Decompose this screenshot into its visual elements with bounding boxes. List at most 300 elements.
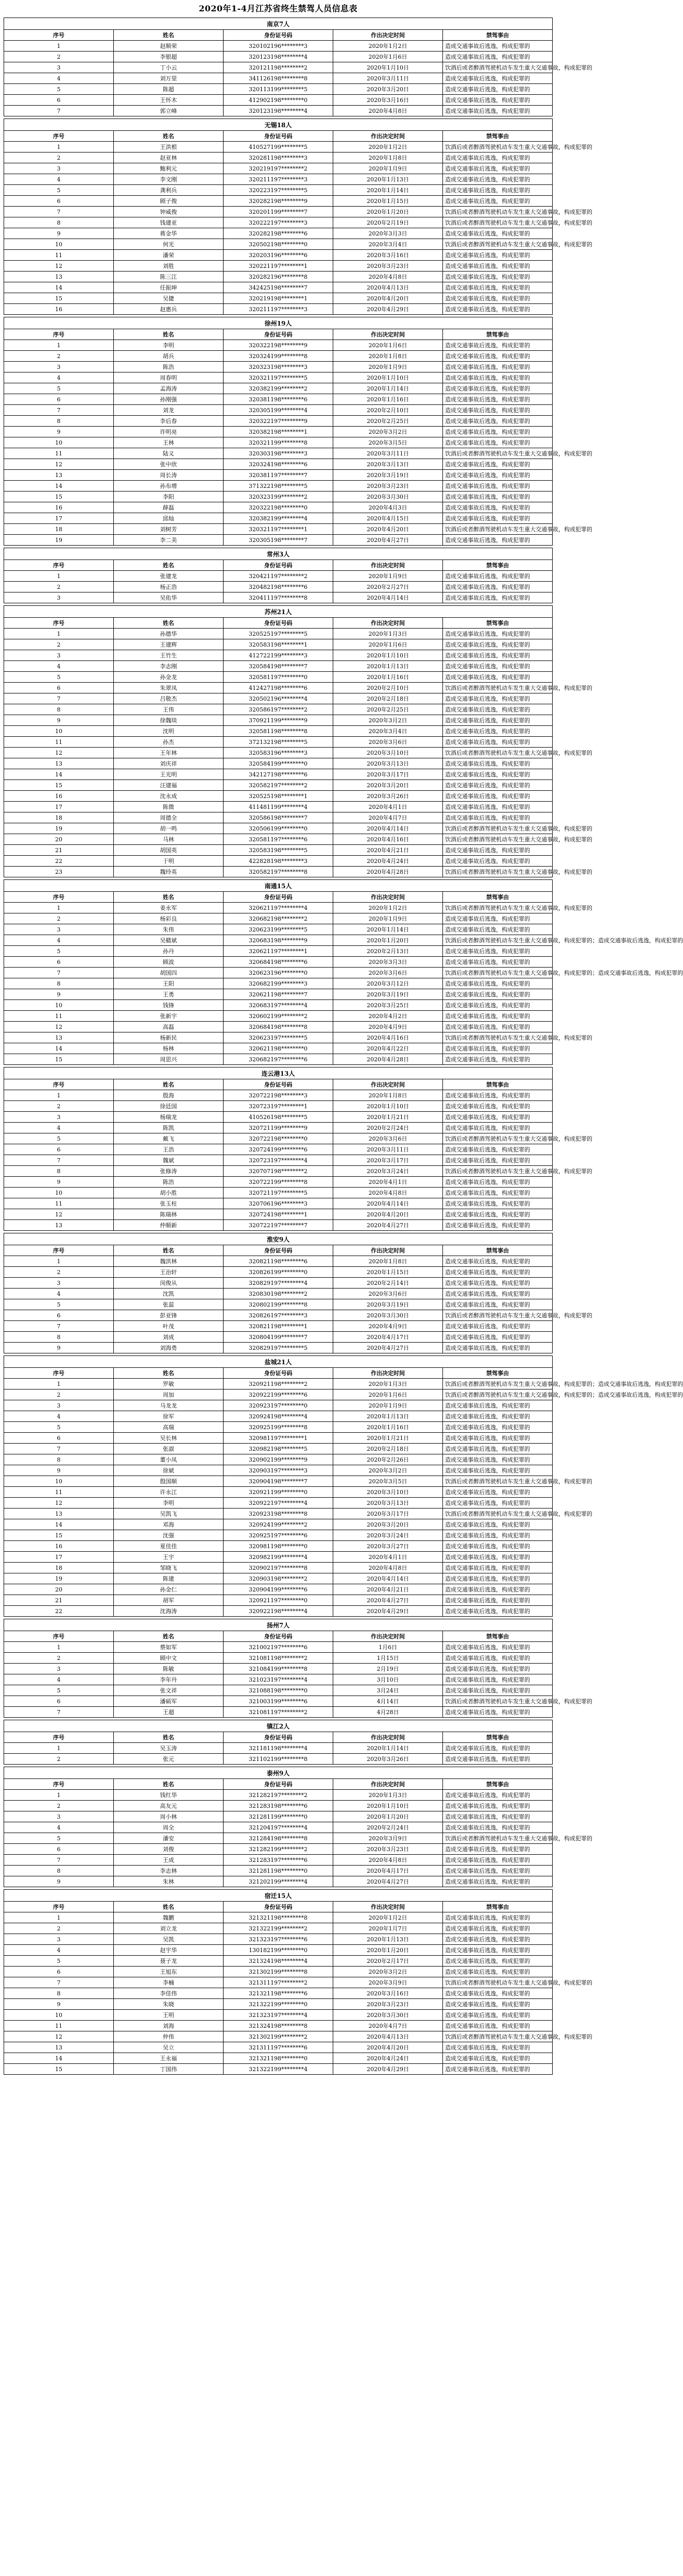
person-name: 于明: [114, 856, 224, 867]
ban-reason: 造成交通事故后逃逸，构成犯罪的: [443, 1912, 553, 1923]
person-name: 孙金仁: [114, 1584, 224, 1595]
table-row: [4, 1696, 553, 1707]
decision-date: 2020年1月6日: [333, 52, 443, 62]
table-row: [4, 968, 553, 978]
column-header: 姓名: [114, 1779, 224, 1790]
roster-tables: [0, 18, 683, 2075]
row-index: 12: [4, 1022, 114, 1032]
row-index: 12: [4, 459, 114, 470]
ban-reason: 造成交通事故后逃逸，构成犯罪的: [443, 639, 553, 650]
ban-reason: 造成交通事故后逃逸，构成犯罪的: [443, 1923, 553, 1934]
row-index: 16: [4, 1541, 114, 1552]
city-table: [4, 1355, 683, 1617]
decision-date: 2020年4月24日: [333, 856, 443, 867]
decision-date: 2020年4月8日: [333, 1855, 443, 1866]
row-index: 14: [4, 1519, 114, 1530]
ban-reason: 造成交通事故后逃逸，构成犯罪的: [443, 1956, 553, 1967]
row-index: 4: [4, 661, 114, 672]
id-number: 320683197********4: [224, 1000, 333, 1011]
decision-date: 2020年4月3日: [333, 502, 443, 513]
ban-reason: 饮酒后或者醉酒驾驶机动车发生重大交通事故，构成犯罪的: [443, 1032, 553, 1043]
table-row: [4, 1563, 553, 1573]
decision-date: 2020年1月10日: [333, 62, 443, 73]
table-row: [4, 2042, 553, 2053]
id-number: 321023197********4: [224, 1674, 333, 1685]
person-name: 姜永军: [114, 903, 224, 913]
row-index: 7: [4, 207, 114, 217]
row-index: 3: [4, 1664, 114, 1674]
table-row: [4, 1498, 553, 1509]
column-header: 身份证号码: [224, 1902, 333, 1912]
id-number: 320724199********6: [224, 1144, 333, 1155]
ban-reason: 造成交通事故后逃逸，构成犯罪的: [443, 1573, 553, 1584]
column-header-row: [4, 1245, 553, 1256]
id-number: 320902199********9: [224, 1454, 333, 1465]
person-name: 吴长林: [114, 1433, 224, 1444]
table-row: [4, 1945, 553, 1956]
row-index: 20: [4, 1584, 114, 1595]
person-name: 杨瑞龙: [114, 1112, 224, 1123]
table-row: [4, 261, 553, 272]
person-name: 徐廷国: [114, 1101, 224, 1112]
table-row: [4, 405, 553, 416]
decision-date: 2020年2月10日: [333, 405, 443, 416]
table-row: [4, 1090, 553, 1101]
person-name: 徐军: [114, 1411, 224, 1422]
person-name: 李楠: [114, 1977, 224, 1988]
id-number: 341126198********8: [224, 73, 333, 84]
city-heading: 泰州9人: [4, 1767, 553, 1779]
table-row: [4, 185, 553, 196]
decision-date: 2020年1月2日: [333, 142, 443, 152]
row-index: 1: [4, 340, 114, 351]
table-row: [4, 1177, 553, 1188]
city-table: [4, 1720, 553, 1765]
id-number: 321204197********4: [224, 1822, 333, 1833]
table-row: [4, 2064, 553, 2075]
person-name: 戴飞: [114, 1133, 224, 1144]
id-number: 412722199********3: [224, 650, 333, 661]
ban-reason: 造成交通事故后逃逸，构成犯罪的: [443, 1177, 553, 1188]
decision-date: 2020年4月9日: [333, 1321, 443, 1332]
id-number: 320707198********2: [224, 1166, 333, 1177]
table-row: [4, 1188, 553, 1198]
table-row: [4, 196, 553, 207]
decision-date: 2020年2月24日: [333, 1822, 443, 1833]
ban-reason: 造成交通事故后逃逸，构成犯罪的: [443, 1343, 553, 1353]
ban-reason: 造成交通事故后逃逸，构成犯罪的: [443, 957, 553, 968]
row-index: 10: [4, 239, 114, 250]
column-header: 姓名: [114, 329, 224, 340]
ban-reason: 造成交通事故后逃逸，构成犯罪的: [443, 1743, 553, 1754]
ban-reason: 造成交通事故后逃逸，构成犯罪的: [443, 84, 553, 95]
decision-date: 2020年3月10日: [333, 1487, 443, 1498]
id-number: 321081197********2: [224, 1707, 333, 1718]
decision-date: 2020年2月17日: [333, 1956, 443, 1967]
id-number: 320623197********5: [224, 1032, 333, 1043]
ban-reason: 造成交通事故后逃逸，构成犯罪的: [443, 1054, 553, 1065]
table-row: [4, 524, 553, 535]
table-row: [4, 1487, 553, 1498]
id-number: 320482198********6: [224, 582, 333, 592]
table-row: [4, 802, 553, 812]
decision-date: 2020年1月7日: [333, 1923, 443, 1934]
person-name: 钱锋: [114, 1000, 224, 1011]
city-heading: 常州3人: [4, 548, 553, 560]
table-row: [4, 1552, 553, 1563]
table-row: [4, 812, 553, 823]
table-row: [4, 1595, 553, 1606]
decision-date: 2020年4月8日: [333, 1188, 443, 1198]
id-number: 342127198********6: [224, 769, 333, 780]
person-name: 张新宇: [114, 1011, 224, 1022]
decision-date: 2020年3月25日: [333, 1000, 443, 1011]
person-name: 周思兴: [114, 1054, 224, 1065]
table-row: [4, 946, 553, 957]
person-name: 李二美: [114, 535, 224, 546]
city-table: [4, 118, 592, 315]
decision-date: 2020年4月27日: [333, 1595, 443, 1606]
person-name: 张玉柱: [114, 1198, 224, 1209]
decision-date: 2020年1月3日: [333, 629, 443, 639]
column-header: 身份证号码: [224, 560, 333, 571]
person-name: 陈敏: [114, 1664, 224, 1674]
person-name: 王超: [114, 1707, 224, 1718]
row-index: 10: [4, 2010, 114, 2021]
table-row: [4, 1967, 553, 1977]
ban-reason: 造成交通事故后逃逸，构成犯罪的: [443, 152, 553, 163]
decision-date: 2020年1月16日: [333, 1422, 443, 1433]
decision-date: 2020年1月8日: [333, 152, 443, 163]
id-number: 320381197********7: [224, 470, 333, 481]
person-name: 夏佳佳: [114, 1541, 224, 1552]
city-heading: 无锡18人: [4, 119, 553, 131]
table-row: [4, 1155, 553, 1166]
row-index: 13: [4, 272, 114, 282]
row-index: 5: [4, 672, 114, 683]
person-name: 许明亮: [114, 427, 224, 437]
id-number: 320222197********3: [224, 217, 333, 228]
row-index: 9: [4, 1876, 114, 1887]
city-heading-row: [4, 1619, 553, 1631]
row-index: 1: [4, 1379, 114, 1389]
id-number: 320684198********8: [224, 1022, 333, 1032]
decision-date: 2020年1月13日: [333, 1934, 443, 1945]
row-index: 11: [4, 1011, 114, 1022]
row-index: 2: [4, 639, 114, 650]
table-row: [4, 1278, 553, 1289]
person-name: 杨新民: [114, 1032, 224, 1043]
row-index: 2: [4, 913, 114, 924]
id-number: 320411197********8: [224, 592, 333, 603]
decision-date: 2020年4月9日: [333, 1022, 443, 1032]
ban-reason: 造成交通事故后逃逸，构成犯罪的: [443, 1188, 553, 1198]
decision-date: 2020年4月29日: [333, 2064, 443, 2075]
person-name: 任振坤: [114, 282, 224, 293]
person-name: 陈微: [114, 802, 224, 812]
row-index: 10: [4, 1476, 114, 1487]
person-name: 孟海涛: [114, 383, 224, 394]
id-number: 321282197********2: [224, 1790, 333, 1801]
column-header-row: [4, 1779, 553, 1790]
id-number: 412427198********6: [224, 683, 333, 693]
ban-reason: 造成交通事故后逃逸，构成犯罪的: [443, 1876, 553, 1887]
table-row: [4, 913, 553, 924]
ban-reason: 造成交通事故后逃逸，构成犯罪的: [443, 1267, 553, 1278]
decision-date: 2020年4月16日: [333, 1032, 443, 1043]
person-name: 丁小云: [114, 62, 224, 73]
decision-date: 2020年4月17日: [333, 1866, 443, 1876]
decision-date: 2020年3月17日: [333, 1155, 443, 1166]
city-heading: 淮安9人: [4, 1233, 553, 1245]
row-index: 10: [4, 437, 114, 448]
ban-reason: 造成交通事故后逃逸，构成犯罪的: [443, 535, 553, 546]
row-index: 5: [4, 185, 114, 196]
table-row: [4, 1923, 553, 1934]
table-row: [4, 1422, 553, 1433]
row-index: 2: [4, 1923, 114, 1934]
person-name: 邹晓飞: [114, 1563, 224, 1573]
ban-reason: 造成交通事故后逃逸，构成犯罪的: [443, 726, 553, 737]
person-name: 高瑞: [114, 1422, 224, 1433]
decision-date: 2020年4月17日: [333, 1332, 443, 1343]
decision-date: 1月6日: [333, 1642, 443, 1653]
person-name: 胡国四: [114, 968, 224, 978]
decision-date: 2020年1月9日: [333, 1400, 443, 1411]
column-header: 序号: [4, 1368, 114, 1379]
id-number: 320922198********4: [224, 1606, 333, 1617]
row-index: 3: [4, 1112, 114, 1123]
row-index: 15: [4, 293, 114, 304]
id-number: 320581197********0: [224, 672, 333, 683]
person-name: 王成: [114, 1855, 224, 1866]
id-number: 371322198********5: [224, 481, 333, 492]
ban-reason: 造成交通事故后逃逸，构成犯罪的: [443, 1000, 553, 1011]
row-index: 21: [4, 1595, 114, 1606]
id-number: 321084199********8: [224, 1664, 333, 1674]
id-number: 320582197********2: [224, 780, 333, 791]
person-name: 刘成: [114, 1332, 224, 1343]
person-name: 刘俊: [114, 1844, 224, 1855]
person-name: 沈永成: [114, 791, 224, 802]
person-name: 魏洪林: [114, 1256, 224, 1267]
id-number: 422828198********3: [224, 856, 333, 867]
city-heading-row: [4, 548, 553, 560]
ban-reason: 造成交通事故后逃逸，构成犯罪的: [443, 293, 553, 304]
table-row: [4, 1032, 553, 1043]
row-index: 11: [4, 448, 114, 459]
person-name: 李文刚: [114, 174, 224, 185]
decision-date: 2020年3月6日: [333, 737, 443, 748]
row-index: 1: [4, 1642, 114, 1653]
column-header: 序号: [4, 892, 114, 903]
table-row: [4, 513, 553, 524]
row-index: 18: [4, 1563, 114, 1573]
person-name: 李志林: [114, 1866, 224, 1876]
table-row: [4, 924, 553, 935]
ban-reason: 造成交通事故后逃逸，构成犯罪的: [443, 416, 553, 427]
table-row: [4, 650, 553, 661]
city-table: [4, 879, 683, 1065]
row-index: 2: [4, 582, 114, 592]
row-index: 8: [4, 978, 114, 989]
decision-date: 2020年4月8日: [333, 1563, 443, 1573]
ban-reason: 造成交通事故后逃逸，构成犯罪的: [443, 1332, 553, 1343]
person-name: 聂子龙: [114, 1956, 224, 1967]
city-heading: 扬州7人: [4, 1619, 553, 1631]
column-header: 禁驾事由: [443, 560, 553, 571]
person-name: 刘树芳: [114, 524, 224, 535]
city-heading-row: [4, 880, 553, 892]
ban-reason: 造成交通事故后逃逸，构成犯罪的: [443, 1664, 553, 1674]
row-index: 14: [4, 769, 114, 780]
id-number: 320586197********2: [224, 704, 333, 715]
table-row: [4, 282, 553, 293]
row-index: 2: [4, 52, 114, 62]
id-number: 320903198********2: [224, 1573, 333, 1584]
table-row: [4, 272, 553, 282]
table-row: [4, 1844, 553, 1855]
id-number: 320323199********2: [224, 492, 333, 502]
ban-reason: 造成交通事故后逃逸，构成犯罪的: [443, 1595, 553, 1606]
city-heading-row: [4, 1067, 553, 1079]
row-index: 6: [4, 683, 114, 693]
ban-reason: 造成交通事故后逃逸，构成犯罪的: [443, 1220, 553, 1231]
decision-date: 2020年1月16日: [333, 394, 443, 405]
decision-date: 2020年4月27日: [333, 1876, 443, 1887]
person-name: 魏斌: [114, 1155, 224, 1166]
ban-reason: 造成交通事故后逃逸，构成犯罪的: [443, 1844, 553, 1855]
ban-reason: 造成交通事故后逃逸，构成犯罪的: [443, 1811, 553, 1822]
row-index: 11: [4, 1198, 114, 1209]
person-name: 邱灿: [114, 513, 224, 524]
person-name: 吴捷: [114, 293, 224, 304]
row-index: 13: [4, 758, 114, 769]
decision-date: 2020年1月8日: [333, 351, 443, 362]
row-index: 12: [4, 748, 114, 758]
person-name: 杨林: [114, 1043, 224, 1054]
decision-date: 2020年1月3日: [333, 1790, 443, 1801]
ban-reason: 造成交通事故后逃逸，构成犯罪的: [443, 1299, 553, 1310]
ban-reason: 造成交通事故后逃逸，构成犯罪的: [443, 913, 553, 924]
decision-date: 2020年3月23日: [333, 481, 443, 492]
ban-reason: 饮酒后或者醉酒驾驶机动车发生重大交通事故，构成犯罪的: [443, 1977, 553, 1988]
table-row: [4, 693, 553, 704]
row-index: 16: [4, 304, 114, 315]
id-number: 321321198********6: [224, 1988, 333, 1999]
row-index: 1: [4, 571, 114, 582]
city-table: [4, 1619, 592, 1718]
row-index: 3: [4, 62, 114, 73]
row-index: 2: [4, 1754, 114, 1765]
row-index: 1: [4, 903, 114, 913]
person-name: 蔡如军: [114, 1642, 224, 1653]
ban-reason: 造成交通事故后逃逸，构成犯罪的: [443, 1112, 553, 1123]
table-row: [4, 1299, 553, 1310]
ban-reason: 造成交通事故后逃逸，构成犯罪的: [443, 715, 553, 726]
person-name: 吴立: [114, 2042, 224, 2053]
column-header: 禁驾事由: [443, 131, 553, 142]
decision-date: 2020年4月29日: [333, 304, 443, 315]
ban-reason: 造成交通事故后逃逸，构成犯罪的: [443, 1707, 553, 1718]
row-index: 4: [4, 1822, 114, 1833]
decision-date: 2020年3月17日: [333, 1509, 443, 1519]
id-number: 320211197********3: [224, 174, 333, 185]
id-number: 320902197********8: [224, 1563, 333, 1573]
id-number: 320829197********4: [224, 1278, 333, 1289]
id-number: 370921199********9: [224, 715, 333, 726]
ban-reason: 造成交通事故后逃逸，构成犯罪的: [443, 405, 553, 416]
ban-reason: 造成交通事故后逃逸，构成犯罪的: [443, 582, 553, 592]
decision-date: 2020年3月9日: [333, 1977, 443, 1988]
person-name: 李明: [114, 340, 224, 351]
table-row: [4, 1144, 553, 1155]
id-number: 320721197********5: [224, 1188, 333, 1198]
row-index: 3: [4, 924, 114, 935]
table-row: [4, 1054, 553, 1065]
person-name: 胡国英: [114, 845, 224, 856]
column-header-row: [4, 1732, 553, 1743]
decision-date: 4月14日: [333, 1696, 443, 1707]
ban-reason: 造成交通事故后逃逸，构成犯罪的: [443, 989, 553, 1000]
ban-reason: 造成交通事故后逃逸，构成犯罪的: [443, 394, 553, 405]
person-name: 徐魏琰: [114, 715, 224, 726]
id-number: 320723197********1: [224, 1101, 333, 1112]
row-index: 8: [4, 1988, 114, 1999]
table-row: [4, 758, 553, 769]
decision-date: 2020年1月21日: [333, 1433, 443, 1444]
decision-date: 2020年3月9日: [333, 1833, 443, 1844]
ban-reason: 造成交通事故后逃逸，构成犯罪的: [443, 1822, 553, 1833]
table-row: [4, 2031, 553, 2042]
ban-reason: 饮酒后或者醉酒驾驶机动车发生重大交通事故，构成犯罪的；造成交通事故后逃逸，构成犯罪的: [443, 1389, 553, 1400]
city-table: [4, 605, 592, 877]
ban-reason: 造成交通事故后逃逸，构成犯罪的: [443, 1289, 553, 1299]
ban-reason: 造成交通事故后逃逸，构成犯罪的: [443, 1855, 553, 1866]
ban-reason: 造成交通事故后逃逸，构成犯罪的: [443, 1123, 553, 1133]
table-row: [4, 1977, 553, 1988]
column-header-row: [4, 1902, 553, 1912]
column-header-row: [4, 131, 553, 142]
id-number: 320921198********2: [224, 1379, 333, 1389]
person-name: 张蕊: [114, 1299, 224, 1310]
person-name: 王明: [114, 2010, 224, 2021]
person-name: 殷海: [114, 1090, 224, 1101]
row-index: 12: [4, 1498, 114, 1509]
person-name: 王宇: [114, 1552, 224, 1563]
id-number: 320804199********7: [224, 1332, 333, 1343]
column-header: 作出决定时间: [333, 1732, 443, 1743]
ban-reason: 造成交通事故后逃逸，构成犯罪的: [443, 1519, 553, 1530]
decision-date: 2020年3月13日: [333, 459, 443, 470]
person-name: 王建辉: [114, 639, 224, 650]
decision-date: 2020年3月3日: [333, 228, 443, 239]
row-index: 6: [4, 1967, 114, 1977]
person-name: 周全: [114, 1822, 224, 1833]
person-name: 刘海: [114, 2021, 224, 2031]
column-header: 禁驾事由: [443, 1079, 553, 1090]
id-number: 320621197********4: [224, 903, 333, 913]
id-number: 320821198********1: [224, 1321, 333, 1332]
decision-date: 2020年1月10日: [333, 1101, 443, 1112]
person-name: 蒋金华: [114, 228, 224, 239]
column-header: 作出决定时间: [333, 1368, 443, 1379]
column-header: 禁驾事由: [443, 1902, 553, 1912]
table-row: [4, 1653, 553, 1664]
id-number: 321102199********8: [224, 1754, 333, 1765]
id-number: 321322199********2: [224, 1923, 333, 1934]
person-name: 顾波: [114, 957, 224, 968]
